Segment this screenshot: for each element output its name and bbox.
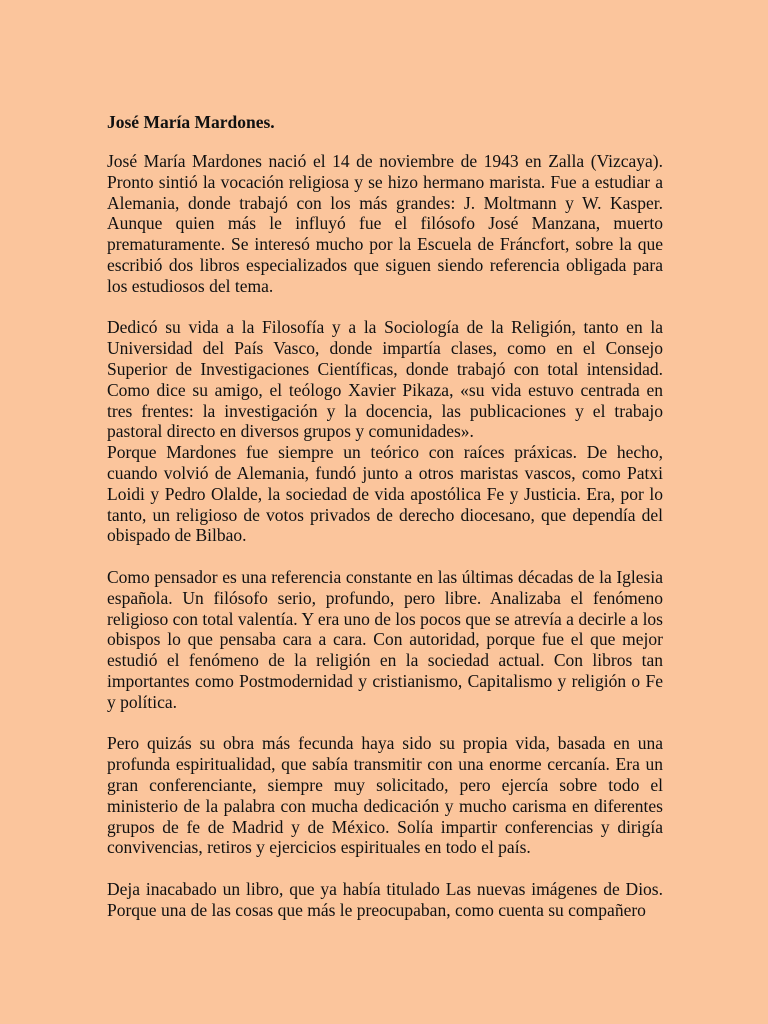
paragraph-2: Dedicó su vida a la Filosofía y a la Sociología de la Religión, tanto en la Universidad del País Vasco, donde impartía clases, como en el Consejo Superior de Investigaciones Científicas, donde trabajó con total intensidad. Como dice su amigo, el teólogo Xavier Pikaza, «su vida estuvo centrada en tres frentes: la investigación y la docencia, las publicaciones y el trabajo pastoral directo en diversos grupos y comunidades». bbox=[107, 317, 663, 442]
paragraph-1: José María Mardones nació el 14 de noviembre de 1943 en Zalla (Vizcaya). Pronto sintió la vocación religiosa y se hizo hermano marista. Fue a estudiar a Alemania, donde trabajó con los más grandes: J. Moltmann y W. Kasper. Aunque quien más le influyó fue el filósofo José Manzana, muerto prematuramente. Se interesó mucho por la Escuela de Fráncfort, sobre la que escribió dos libros especializados que siguen siendo referencia obligada para los estudiosos del tema. bbox=[107, 151, 663, 296]
document-title: José María Mardones. bbox=[107, 112, 275, 132]
paragraph-5: Pero quizás su obra más fecunda haya sido su propia vida, basada en una profunda espiritualidad, que sabía transmitir con una enorme cercanía. Era un gran conferenciante, siempre muy solicitado, pero ejercía sobre todo el ministerio de la palabra con mucha dedicación y mucho carisma en diferentes grupos de fe de Madrid y de México. Solía impartir conferencias y dirigía convivencias, retiros y ejercicios espirituales en todo el país. bbox=[107, 733, 663, 858]
paragraph-6: Deja inacabado un libro, que ya había titulado Las nuevas imágenes de Dios. Porque una de las cosas que más le preocupaban, como cuenta su compañero bbox=[107, 878, 663, 920]
paragraph-3: Porque Mardones fue siempre un teórico con raíces práxicas. De hecho, cuando volvió de Alemania, fundó junto a otros maristas vascos, como Patxi Loidi y Pedro Olalde, la sociedad de vida apostólica Fe y Justicia. Era, por lo tanto, un religioso de votos privados de derecho diocesano, que dependía del obispado de Bilbao. bbox=[107, 442, 663, 546]
paragraph-4: Como pensador es una referencia constante en las últimas décadas de la Iglesia española. Un filósofo serio, profundo, pero libre. Analizaba el fenómeno religioso con total valentía. Y era uno de los pocos que se atrevía a decirle a los obispos lo que pensaba cara a cara. Con autoridad, porque fue el que mejor estudió el fenómeno de la religión en la sociedad actual. Con libros tan importantes como Postmodernidad y cristianismo, Capitalismo y religión o Fe y política. bbox=[107, 566, 663, 712]
